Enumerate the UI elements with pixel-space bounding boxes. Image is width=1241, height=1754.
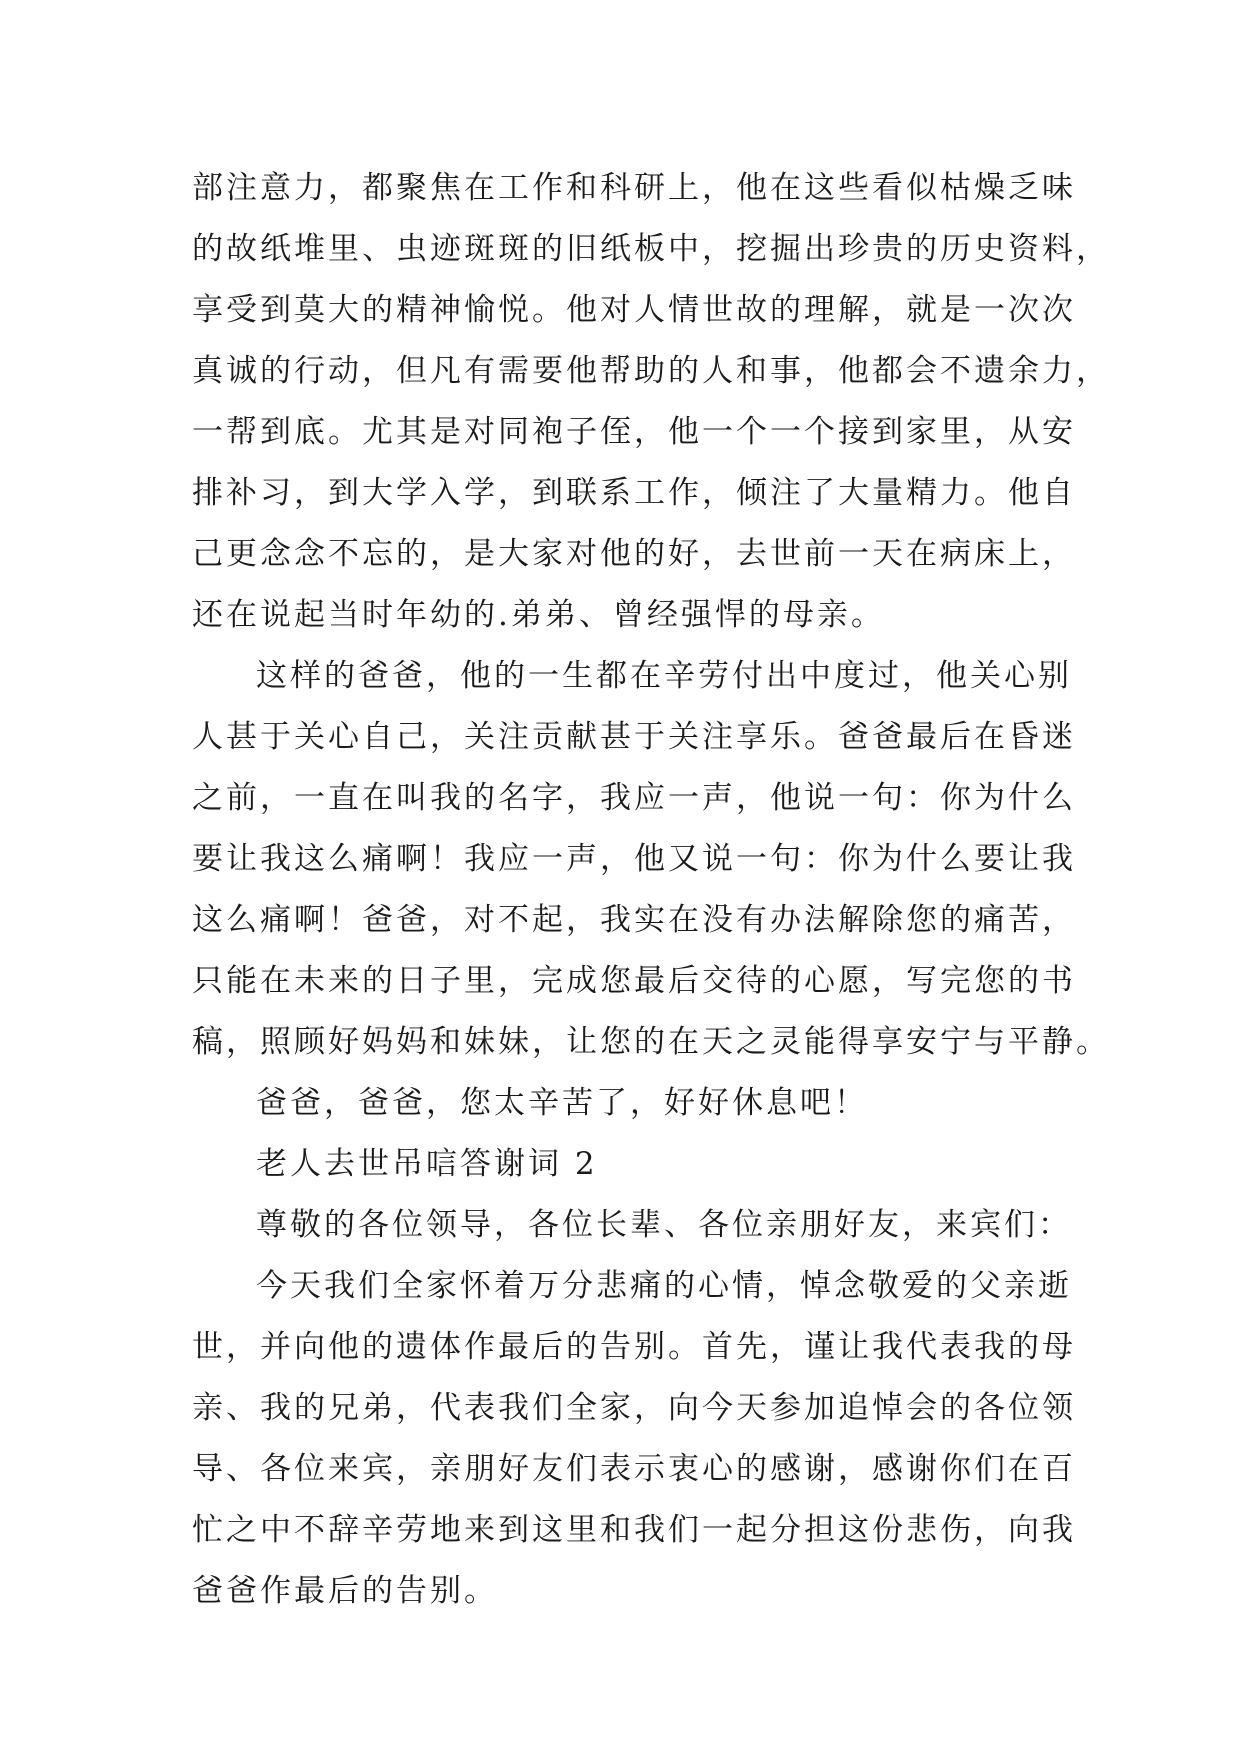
text-line: 老人去世吊唁答谢词 2: [256, 1146, 598, 1182]
text-line: 真诚的行动，但凡有需要他帮助的人和事，他都会不遗余力，: [192, 353, 1110, 389]
document-body: [192, 158, 1110, 1622]
text-line: 稿，照顾好妈妈和妹妹，让您的在天之灵能得享安宁与平静。: [192, 1024, 1110, 1060]
text-line: 要让我这么痛啊！我应一声，他又说一句：你为什么要让我: [192, 841, 1076, 877]
text-line: 还在说起当时年幼的.弟弟、曾经强悍的母亲。: [192, 597, 885, 633]
text-line: 己更念念不忘的，是大家对他的好，去世前一天在病床上，: [192, 536, 1076, 572]
text-line: 的故纸堆里、虫迹斑斑的旧纸板中，挖掘出珍贵的历史资料，: [192, 231, 1110, 267]
text-line: 导、各位来宾，亲朋好友们表示衷心的感谢，感谢你们在百: [192, 1451, 1076, 1487]
text-line: 这么痛啊！爸爸，对不起，我实在没有办法解除您的痛苦，: [192, 902, 1076, 938]
text-line: 今天我们全家怀着万分悲痛的心情，悼念敬爱的父亲逝: [256, 1268, 1072, 1304]
text-line: 这样的爸爸，他的一生都在辛劳付出中度过，他关心别: [256, 658, 1072, 694]
text-line: 之前，一直在叫我的名字，我应一声，他说一句：你为什么: [192, 780, 1076, 816]
text-line: 人甚于关心自己，关注贡献甚于关注享乐。爸爸最后在昏迷: [192, 719, 1076, 755]
text-line: 亲、我的兄弟，代表我们全家，向今天参加追悼会的各位领: [192, 1390, 1076, 1426]
text-line: 世，并向他的遗体作最后的告别。首先，谨让我代表我的母: [192, 1329, 1076, 1365]
text-line: 只能在未来的日子里，完成您最后交待的心愿，写完您的书: [192, 963, 1076, 999]
text-line: 排补习，到大学入学，到联系工作，倾注了大量精力。他自: [192, 475, 1076, 511]
text-line: 爸爸，爸爸，您太辛苦了，好好休息吧！: [256, 1085, 868, 1121]
text-line: 部注意力，都聚焦在工作和科研上，他在这些看似枯燥乏味: [192, 170, 1076, 206]
text-line: 享受到莫大的精神愉悦。他对人情世故的理解，就是一次次: [192, 292, 1076, 328]
text-line: 爸爸作最后的告别。: [192, 1573, 498, 1609]
text-line: 尊敬的各位领导，各位长辈、各位亲朋好友，来宾们：: [256, 1207, 1072, 1243]
text-line: 一帮到底。尤其是对同袍子侄，他一个一个接到家里，从安: [192, 414, 1076, 450]
text-line: 忙之中不辞辛劳地来到这里和我们一起分担这份悲伤，向我: [192, 1512, 1076, 1548]
